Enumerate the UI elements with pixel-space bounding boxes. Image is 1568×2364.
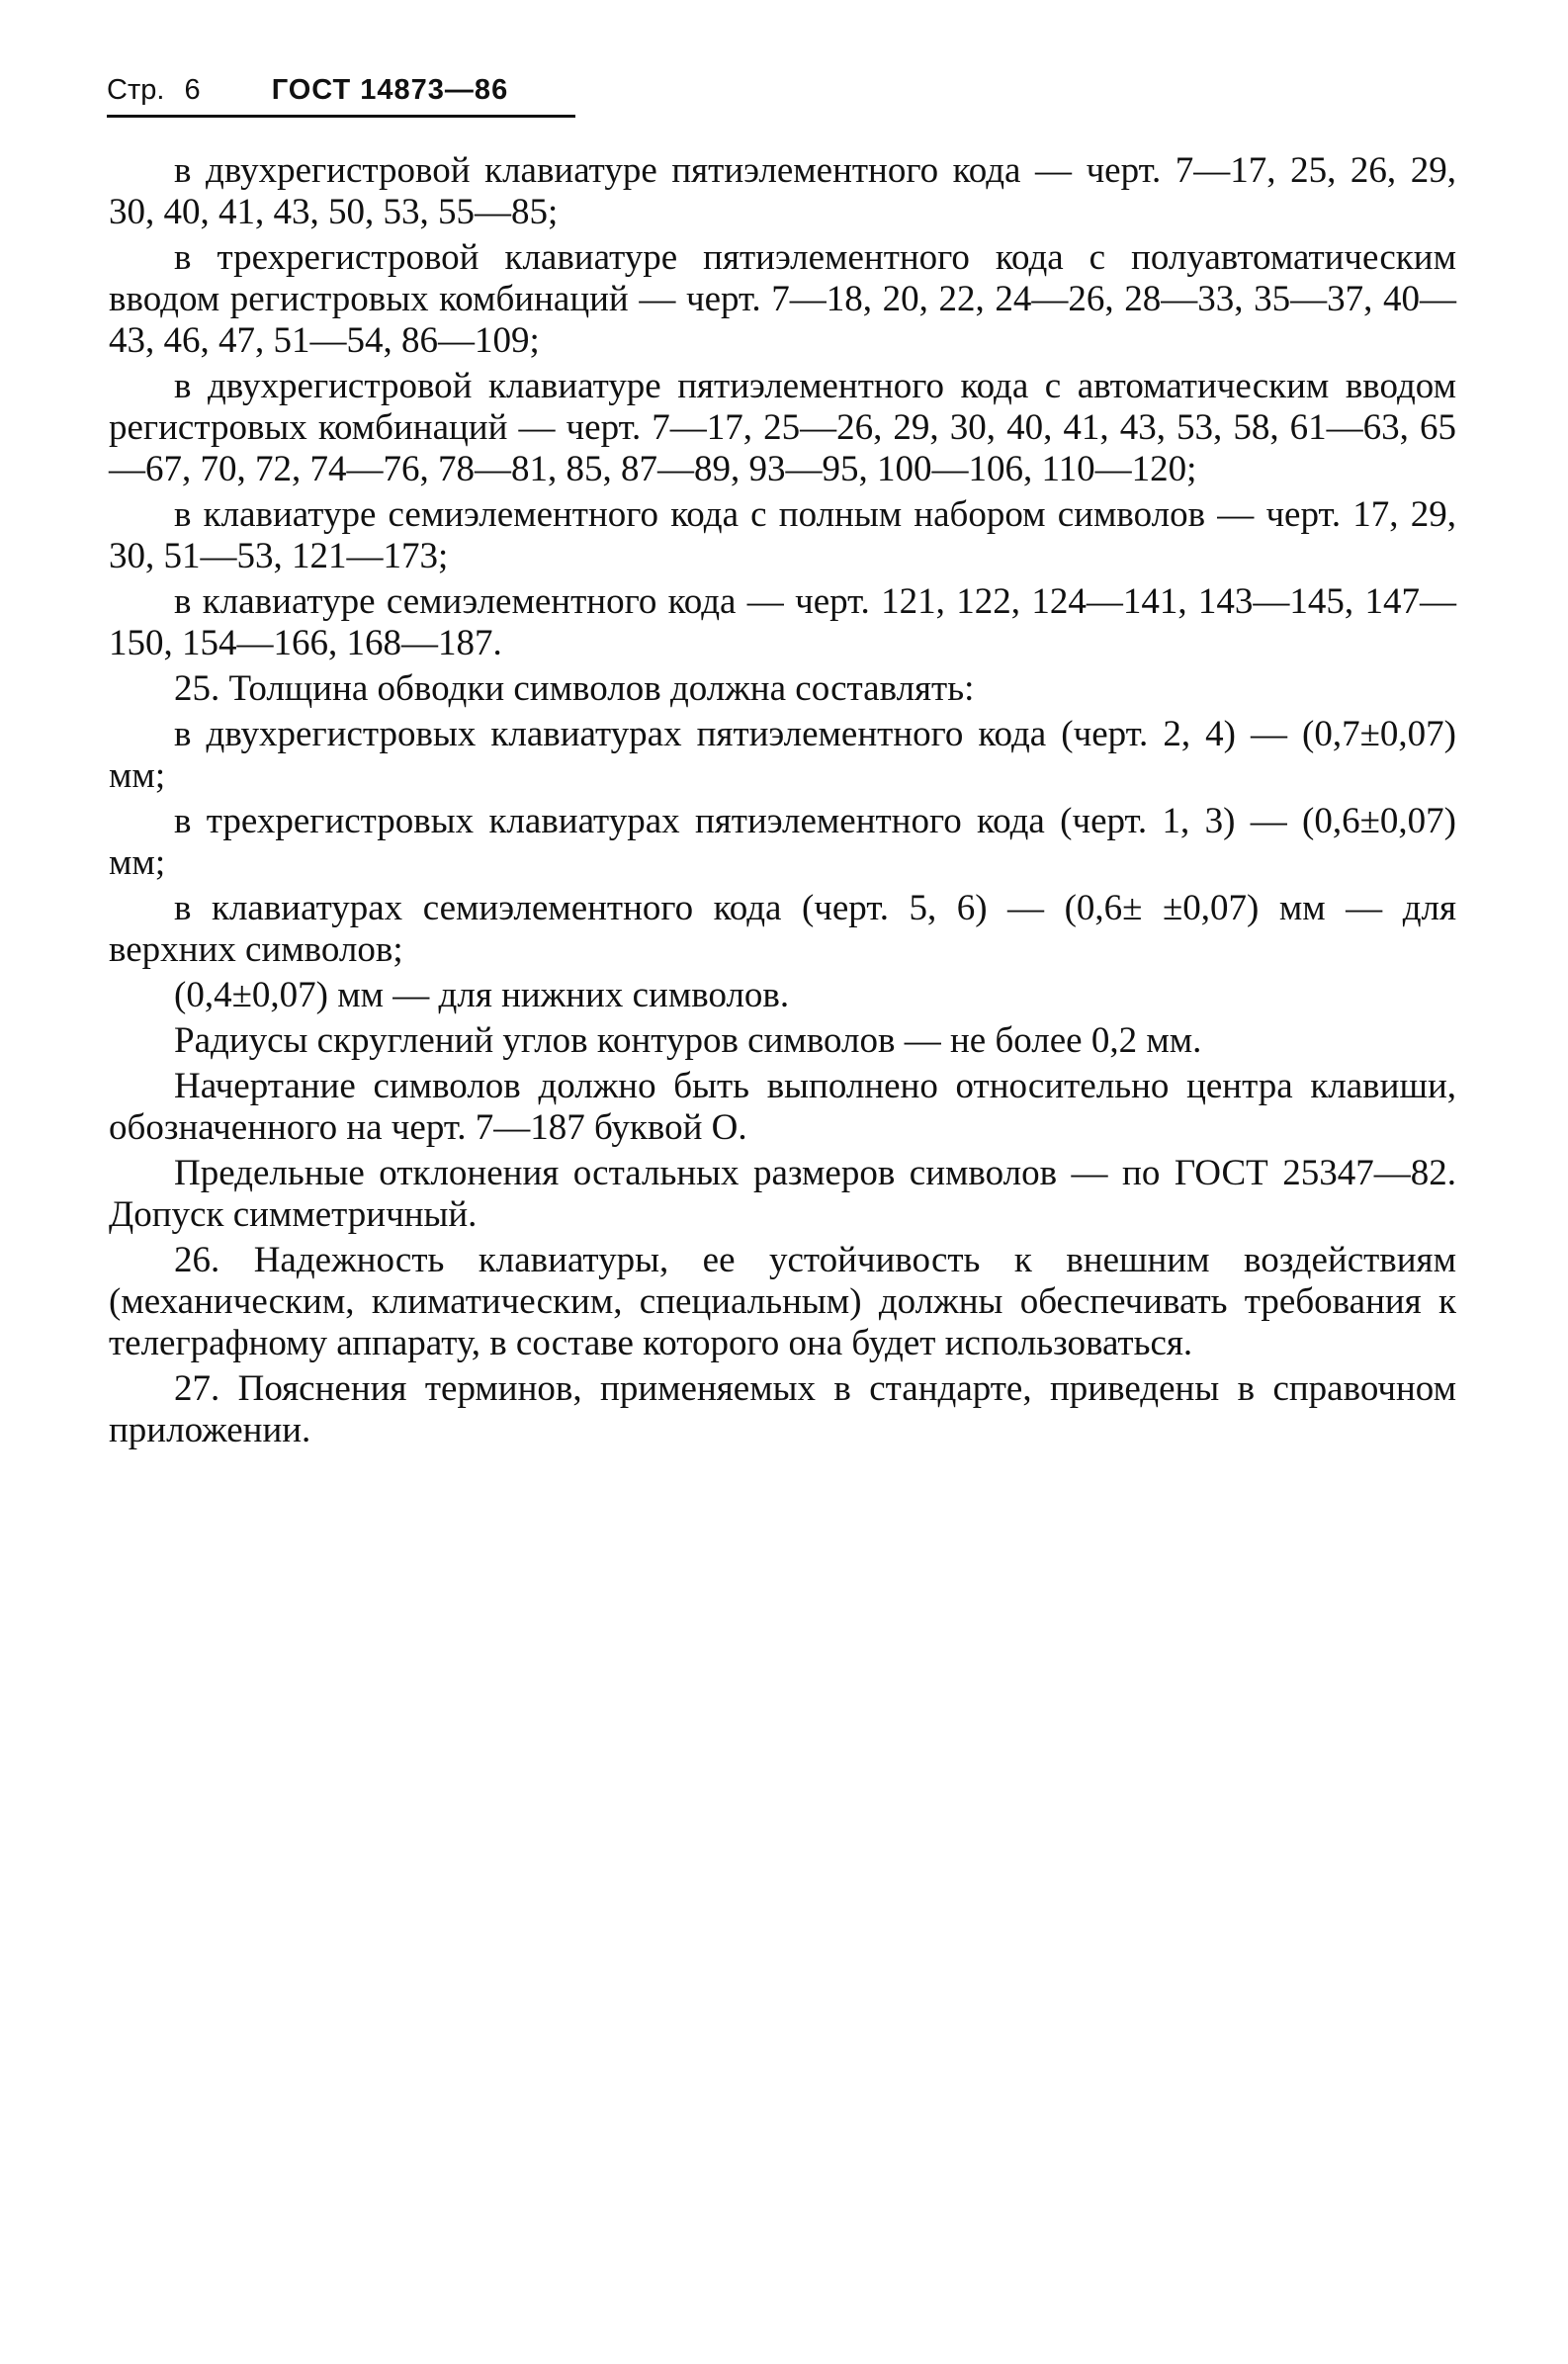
- page-number: 6: [184, 74, 201, 106]
- paragraph-stroke-7el-upper: в клавиатурах семиэлементного кода (черт. 5, 6) — (0,6± ±0,07) мм — для верхних символов;: [109, 888, 1456, 970]
- page-label: Стр.: [107, 74, 165, 106]
- paragraph-stroke-two-register: в двухрегистровых клавиатурах пятиэлементного кода (черт. 2, 4) — (0,7±0,07) мм;: [109, 714, 1456, 796]
- paragraph-keyboard-two-register-auto: в двухрегистровой клавиатуре пятиэлементного кода с автоматическим вводом регистровых комбинаций — черт. 7—17, 25—26, 29, 30, 40, 41, 43, 53, 58, 61—63, 65—67, 70, 72, 74—76, 78—81, 85, 87—89, 93—95, 100—106, 110—120;: [109, 366, 1456, 489]
- paragraph-clause-27: 27. Пояснения терминов, применяемых в стандарте, приведены в справочном приложении.: [109, 1368, 1456, 1450]
- paragraph-stroke-7el-lower: (0,4±0,07) мм — для нижних символов.: [174, 975, 790, 1015]
- paragraph-keyboard-7el-full-set: в клавиатуре семиэлементного кода с полным набором символов — черт. 17, 29, 30, 51—53, 121—173;: [109, 494, 1456, 576]
- paragraph-corner-radii: Радиусы скруглений углов контуров символов — не более 0,2 мм.: [174, 1020, 1202, 1061]
- paragraph-keyboard-7el: в клавиатуре семиэлементного кода — черт. 121, 122, 124—141, 143—145, 147—150, 154—166, 168—187.: [109, 581, 1456, 663]
- paragraph-tolerances: Предельные отклонения остальных размеров символов — по ГОСТ 25347—82. Допуск симметричный.: [109, 1153, 1456, 1235]
- body-text: [109, 150, 1456, 1455]
- paragraph-clause-26: 26. Надежность клавиатуры, ее устойчивость к внешним воздействиям (механическим, климатическим, специальным) должны обеспечивать требования к телеграфному аппарату, в составе которого она будет использоваться.: [109, 1240, 1456, 1363]
- page-header: [107, 65, 575, 118]
- paragraph-stroke-three-register: в трехрегистровых клавиатурах пятиэлементного кода (черт. 1, 3) — (0,6±0,07) мм;: [109, 801, 1456, 883]
- paragraph-clause-25: 25. Толщина обводки символов должна составлять:: [174, 668, 975, 709]
- paragraph-keyboard-two-register-5el: в двухрегистровой клавиатуре пятиэлементного кода — черт. 7—17, 25, 26, 29, 30, 40, 41, 43, 50, 53, 55—85;: [109, 150, 1456, 232]
- paragraph-symbol-centering: Начертание символов должно быть выполнено относительно центра клавиши, обозначенного на черт. 7—187 буквой О.: [109, 1066, 1456, 1148]
- standard-id: ГОСТ 14873—86: [271, 74, 509, 106]
- paragraph-keyboard-three-register-semi-auto: в трехрегистровой клавиатуре пятиэлементного кода с полуавтоматическим вводом регистровых комбинаций — черт. 7—18, 20, 22, 24—26, 28—33, 35—37, 40—43, 46, 47, 51—54, 86—109;: [109, 237, 1456, 361]
